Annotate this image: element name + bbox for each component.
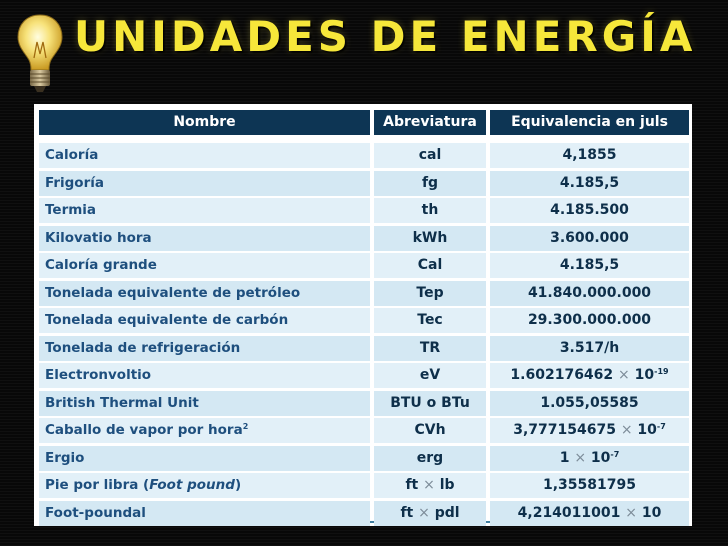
times-sign: × xyxy=(423,477,435,493)
row-value: 41.840.000.000 xyxy=(490,281,689,306)
row-abbr: Tec xyxy=(374,308,486,333)
row-abbr: fg xyxy=(374,171,486,196)
row-name: Foot-poundal xyxy=(39,501,370,526)
row-value: $1 \times 10^{-7}$ xyxy=(490,446,689,471)
page-title: UNIDADES DE ENERGÍA xyxy=(74,12,697,61)
row-value: 3.517/h xyxy=(490,336,689,361)
times-sign: × xyxy=(625,504,637,521)
row-name: Frigoría xyxy=(39,171,370,196)
row-value: 4.185.500 xyxy=(490,198,689,223)
row-abbr: Tep xyxy=(374,281,486,306)
table-row-kilovatio-hora xyxy=(39,226,689,251)
table-row-caloria-grande xyxy=(39,253,689,278)
times-sign: × xyxy=(620,422,633,438)
row-value: $1.602176462 \times 10^{-19}$ xyxy=(490,363,689,388)
header-abreviatura: Abreviatura xyxy=(374,110,486,135)
row-abbr: kWh xyxy=(374,226,486,251)
row-value: 4,1855 xyxy=(490,143,689,168)
table-row-btu xyxy=(39,391,689,416)
table-row-termia xyxy=(39,198,689,223)
light-bulb-icon xyxy=(14,12,66,94)
row-name: Caloría xyxy=(39,143,370,168)
table-row-tec xyxy=(39,308,689,333)
row-abbr: th xyxy=(374,198,486,223)
table-row-pie-por-libra xyxy=(39,473,689,498)
table-row-foot-poundal xyxy=(39,501,689,526)
table-row-tonelada-refrigeracion xyxy=(39,336,689,361)
energy-units-table xyxy=(39,110,689,523)
row-name: Kilovatio hora xyxy=(39,226,370,251)
row-name: Tonelada de refrigeración xyxy=(39,336,370,361)
row-name: Electronvoltio xyxy=(39,363,370,388)
exponent: -19 xyxy=(654,367,669,376)
exponent: -7 xyxy=(656,422,666,431)
times-sign: × xyxy=(618,367,630,383)
times-sign: × xyxy=(418,504,430,521)
row-name: Caloría grande xyxy=(39,253,370,278)
row-name: British Thermal Unit xyxy=(39,391,370,416)
header-equivalencia: Equivalencia en juls xyxy=(490,110,689,135)
row-abbr: eV xyxy=(374,363,486,388)
table-row-caloria xyxy=(39,143,689,168)
row-name: Tonelada equivalente de petróleo xyxy=(39,281,370,306)
table-panel xyxy=(34,104,692,526)
row-value: 29.300.000.000 xyxy=(490,308,689,333)
row-value: 4.185,5 xyxy=(490,253,689,278)
table-row-frigoria xyxy=(39,171,689,196)
table-row-ergio xyxy=(39,446,689,471)
row-name: Termia xyxy=(39,198,370,223)
row-name: Ergio xyxy=(39,446,370,471)
row-value: 4,214011001 × 10 xyxy=(490,501,689,526)
row-name: Pie por libra (Foot pound) xyxy=(39,473,370,498)
row-value: 3.600.000 xyxy=(490,226,689,251)
row-abbr: ft × pdl xyxy=(374,501,486,526)
name-superscript: 2 xyxy=(242,422,249,431)
row-abbr: ft × lb xyxy=(374,473,486,498)
times-sign: × xyxy=(574,449,587,466)
row-abbr: erg xyxy=(374,446,486,471)
table-row-tep xyxy=(39,281,689,306)
header-nombre: Nombre xyxy=(39,110,370,135)
table-row-electronvoltio xyxy=(39,363,689,388)
row-name: Tonelada equivalente de carbón xyxy=(39,308,370,333)
row-abbr: Cal xyxy=(374,253,486,278)
row-abbr: TR xyxy=(374,336,486,361)
row-value: 1.055,05585 xyxy=(490,391,689,416)
exponent: -7 xyxy=(610,449,620,459)
row-value: 4.185,5 xyxy=(490,171,689,196)
row-abbr: cal xyxy=(374,143,486,168)
table-row-caballo-vapor-hora xyxy=(39,418,689,443)
row-abbr: BTU o BTu xyxy=(374,391,486,416)
row-value: 1,35581795 xyxy=(490,473,689,498)
row-value: $3,777154675 \times 10^{-7}$ xyxy=(490,418,689,443)
table-header-row xyxy=(39,110,689,135)
row-name: Caballo de vapor por hora$^2$ xyxy=(39,418,370,443)
row-abbr: CVh xyxy=(374,418,486,443)
